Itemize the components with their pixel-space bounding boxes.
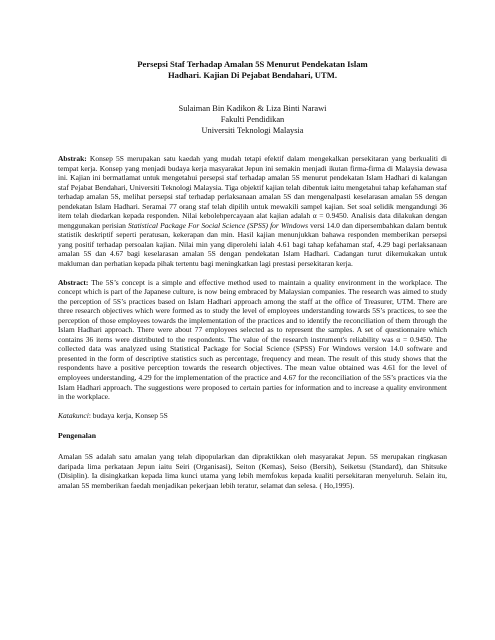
abstrak-paragraph (58, 154, 447, 269)
keywords-text: : budaya kerja, Konsep 5S (88, 410, 168, 420)
title-line-2: Hadhari. Kajian Di Pejabat Bendahari, UTM. (167, 70, 338, 80)
abstrak-software-name: Statistical Package For Social Science (SPSS) for Windows (128, 220, 309, 230)
abstrak-text-b: versi 14.0 dan dipersembahkan dalam bentuk statistik deskriptif seperti peratusan, kekerapan dan min. Hasil kajian menunjukkan bahawa responden memberikan persepsi yang positif terhadap persoalan kajian. Nilai min yang diperolehi ialah 4.61 bagi tahap kefahaman staf, 4.29 bagi perlaksanaan amalan 5S dan 4.67 bagi keselarasan amalan 5S dengan pendekatan Islam Hadhari. Cadangan turut dikemukakan untuk makluman dan perhatian kepada pihak tertentu bagi meningkatkan lagi prestasi persekitaran kerja. (58, 220, 448, 269)
abstract-text: The 5S’s concept is a simple and effective method used to maintain a quality environment in the workplace. The concept which is part of the Japanese culture, is now being embraced by Malaysian companies. The research was aimed to study the perception of 5S’s practices based on Islam Hadhari approach among the staff at the office of Treasurer, UTM. There are three research objectives which were formed as to study the level of employees understanding towards 5S’s practices, to see the perception of those employees towards the implementation of the practices and to identify the reconciliation of them through the Islam Hadhari approach. There were about 77 employees selected as to represent the samples. A set of questionnaire which contains 36 items were distributed to the respondents. The value of the research instrument's reliability was α = 0.9450. The collected data was analyzed using Statistical Package for Social Science (SPSS) For Windows version 14.0 software and presented in the form of descriptive statistics such as percentage, frequency and mean. The result of this study shows that the respondents have a positive perception towards the research objectives. The mean value obtained was 4.61 for the level of employees understanding, 4.29 for the implementation of the practice and 4.67 for the reconciliation of the 5S’s practices via the Islam Hadhari approach. The suggestions were proposed to certain parties for information and to increase a quality environment in the workplace. (58, 277, 447, 402)
abstrak-label: Abstrak: (58, 154, 87, 163)
abstrak-text-a: Konsep 5S merupakan satu kaedah yang mudah tetapi efektif dalam mengekalkan persekitaran yang berkualiti di tempat kerja. Konsep yang menjadi budaya kerja masyarakat Jepun ini semakin menjadi ikutan firma-firma di Malaysia dewasa ini. Kajian ini bermatlamat untuk mengetahui persepsi staf terhadap amalan 5S menurut pendekatan Islam Hadhari di kalangan staf Pejabat Bendahari, Universiti Teknologi Malaysia. Tiga objektif kajian telah dibentuk iaitu mengetahui tahap kefahaman staf terhadap amalan 5S, melihat persepsi staf terhadap perlaksanaan amalan 5S dan mengenalpasti keselarasan amalan 5S dengan pendekatan Islam Hadhari. Seramai 77 orang staf telah dipilih untuk mewakili sampel kajian. Set soal selidik mengandungi 36 item telah diedarkan kepada responden. Nilai kebolehpercayaan alat kajian adalah α = 0.9450. Analisis data dilakukan dengan menggunakan perisian (58, 154, 447, 230)
title-line-1: Persepsi Staf Terhadap Amalan 5S Menurut Pendekatan Islam (137, 59, 368, 69)
author-faculty: Fakulti Pendidikan (220, 115, 285, 124)
abstract-label: Abstract: (58, 277, 89, 287)
author-university: Universiti Teknologi Malaysia (201, 126, 304, 135)
paper-title (58, 0, 447, 81)
section-heading-pengenalan: Pengenalan (58, 431, 97, 441)
abstract-paragraph (58, 278, 447, 402)
intro-paragraph: Amalan 5S adalah satu amalan yang telah dipopularkan dan dipraktikkan oleh masyarakat Jepun. 5S merupakan ringkasan daripada lima perkataan Jepun iaitu Seiri (Organisasi), Seiton (Kemas), Seiso (Bersih), Seiketsu (Standard), dan Shitsuke (Disiplin). Ia disingkatkan kepada lima kunci utama yang lebih memfokus kepada kualiti persekitaran menyeluruh. Selain itu, amalan 5S memberikan faedah menjadikan pekerjaan lebih teratur, selamat dan selesa. ( Ho,1995). (58, 452, 447, 490)
keywords-label: Katakunci (58, 410, 89, 420)
keywords-line (58, 411, 447, 421)
author-names: Sulaiman Bin Kadikon & Liza Binti Narawi (178, 104, 327, 113)
author-block (58, 103, 447, 136)
